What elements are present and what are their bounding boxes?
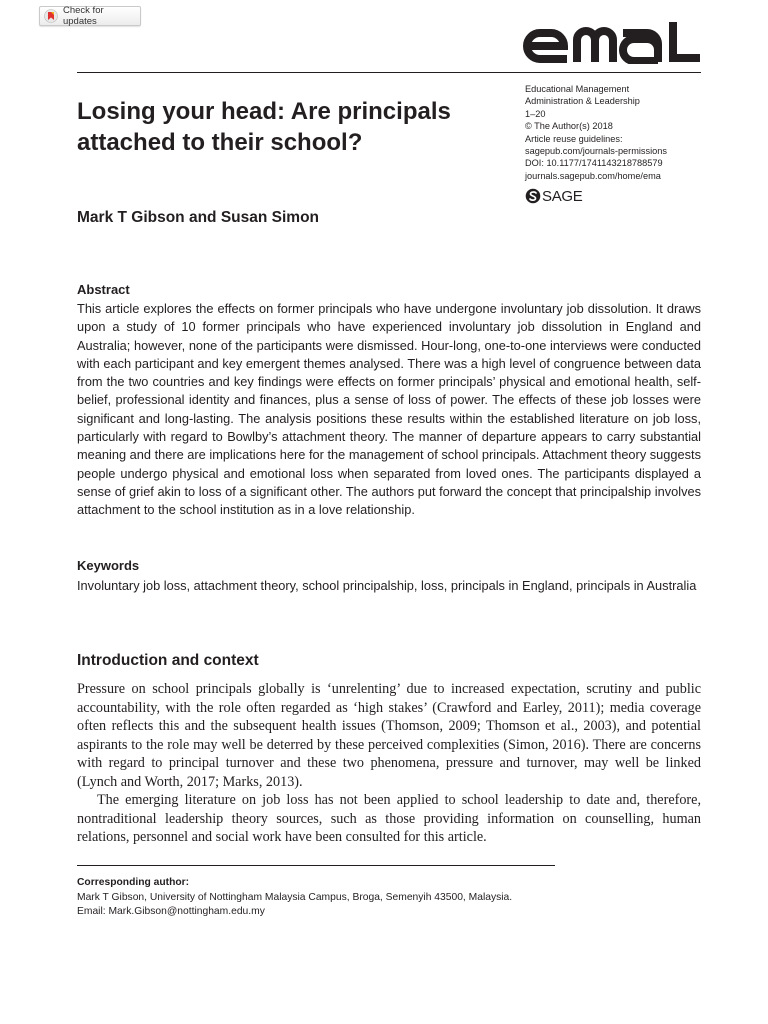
crossmark-icon (44, 9, 58, 23)
reuse-label: Article reuse guidelines: (525, 133, 623, 144)
article-title: Losing your head: Are principals attached to their school? (77, 98, 451, 156)
journal-home-link[interactable]: journals.sagepub.com/home/ema (525, 170, 661, 181)
keywords-heading: Keywords (77, 558, 140, 573)
corresponding-author-footnote (77, 876, 701, 920)
journal-name-line1: Educational Management (525, 84, 630, 94)
abstract-text: This article explores the effects on former principals who have undergone involuntary job dissolution. It draws upon a study of 10 former principals who have experienced involuntary job dissolution in England and Australia; however, none of the participants were dismissed. Hour-long, one-to-one interviews were conducted with each participant and key emergent themes analysed. There was a high level of congruence between data from the two countries and key findings were effects on former principals’ physical and emotional health, self-belief, professional identity and finances, plus a sense of loss of power. The effects of these job losses were significant and long-lasting. The analysis positions these results within the established literature on job loss, particularly with regard to Bowlby’s attachment theory. The manner of departure appears to carry substantial meaning and there are implications here for the management of school principals. Attachment theory suggests people undergo physical and emotional loss when separated from loved ones. The participants displayed a sense of grief akin to loss of a significant other. The authors put forward the concept that principalship involves attachment to the school institution as in a love relationship. (77, 301, 701, 518)
abstract-heading: Abstract (77, 282, 130, 297)
page-range: 1–20 (525, 108, 546, 119)
sage-s-icon (525, 188, 541, 204)
footnote-email[interactable]: Email: Mark.Gibson@nottingham.edu.my (77, 906, 265, 917)
introduction-body (77, 680, 701, 847)
section-heading-introduction: Introduction and context (77, 652, 259, 669)
footnote-address: Mark T Gibson, University of Nottingham Malaysia Campus, Broga, Semenyih 43500, Malaysia. (77, 891, 513, 903)
doi-link[interactable]: DOI: 10.1177/1741143218788579 (525, 158, 663, 169)
intro-paragraph: The emerging literature on job loss has not been applied to school leadership to date and, therefore, nontraditional leadership theory sources, such as those providing information on counselling, human relations, personnel and social work have been consulted for this article. (77, 792, 701, 845)
keywords-text: Involuntary job loss, attachment theory, school principalship, loss, principals in England, principals in Australia (77, 578, 697, 593)
intro-paragraph: Pressure on school principals globally is ‘unrelenting’ due to increased expectation, scrutiny and public accountability, with the role often regarded as ‘high stakes’ (Crawford and Earley, 2011); media coverage often reflects this and the subsequent health issues (Thomson, 2009; Thomson et al., 2003), and potential aspirants to the role may well be deterred by these perceived complexities (Simon, 2016). There are concerns with regard to principal turnover and these two phenomena, pressure and turnover, may well be linked (Lynch and Worth, 2017; Marks, 2013). (77, 681, 701, 790)
footnote-heading: Corresponding author: (77, 877, 190, 888)
journal-name-line2: Administration & Leadership (525, 96, 640, 107)
sage-logo (525, 187, 582, 205)
emal-logo (523, 22, 701, 64)
check-for-updates-label: Check for updates (62, 5, 104, 27)
check-for-updates-button[interactable] (39, 6, 141, 26)
copyright: © The Author(s) 2018 (525, 121, 613, 132)
article-authors: Mark T Gibson and Susan Simon (77, 209, 320, 226)
reuse-link[interactable]: sagepub.com/journals-permissions (525, 146, 667, 157)
header-rule (77, 72, 701, 73)
footnote-rule (77, 865, 555, 866)
journal-meta (525, 83, 715, 182)
sage-wordmark: SAGE (542, 187, 583, 205)
